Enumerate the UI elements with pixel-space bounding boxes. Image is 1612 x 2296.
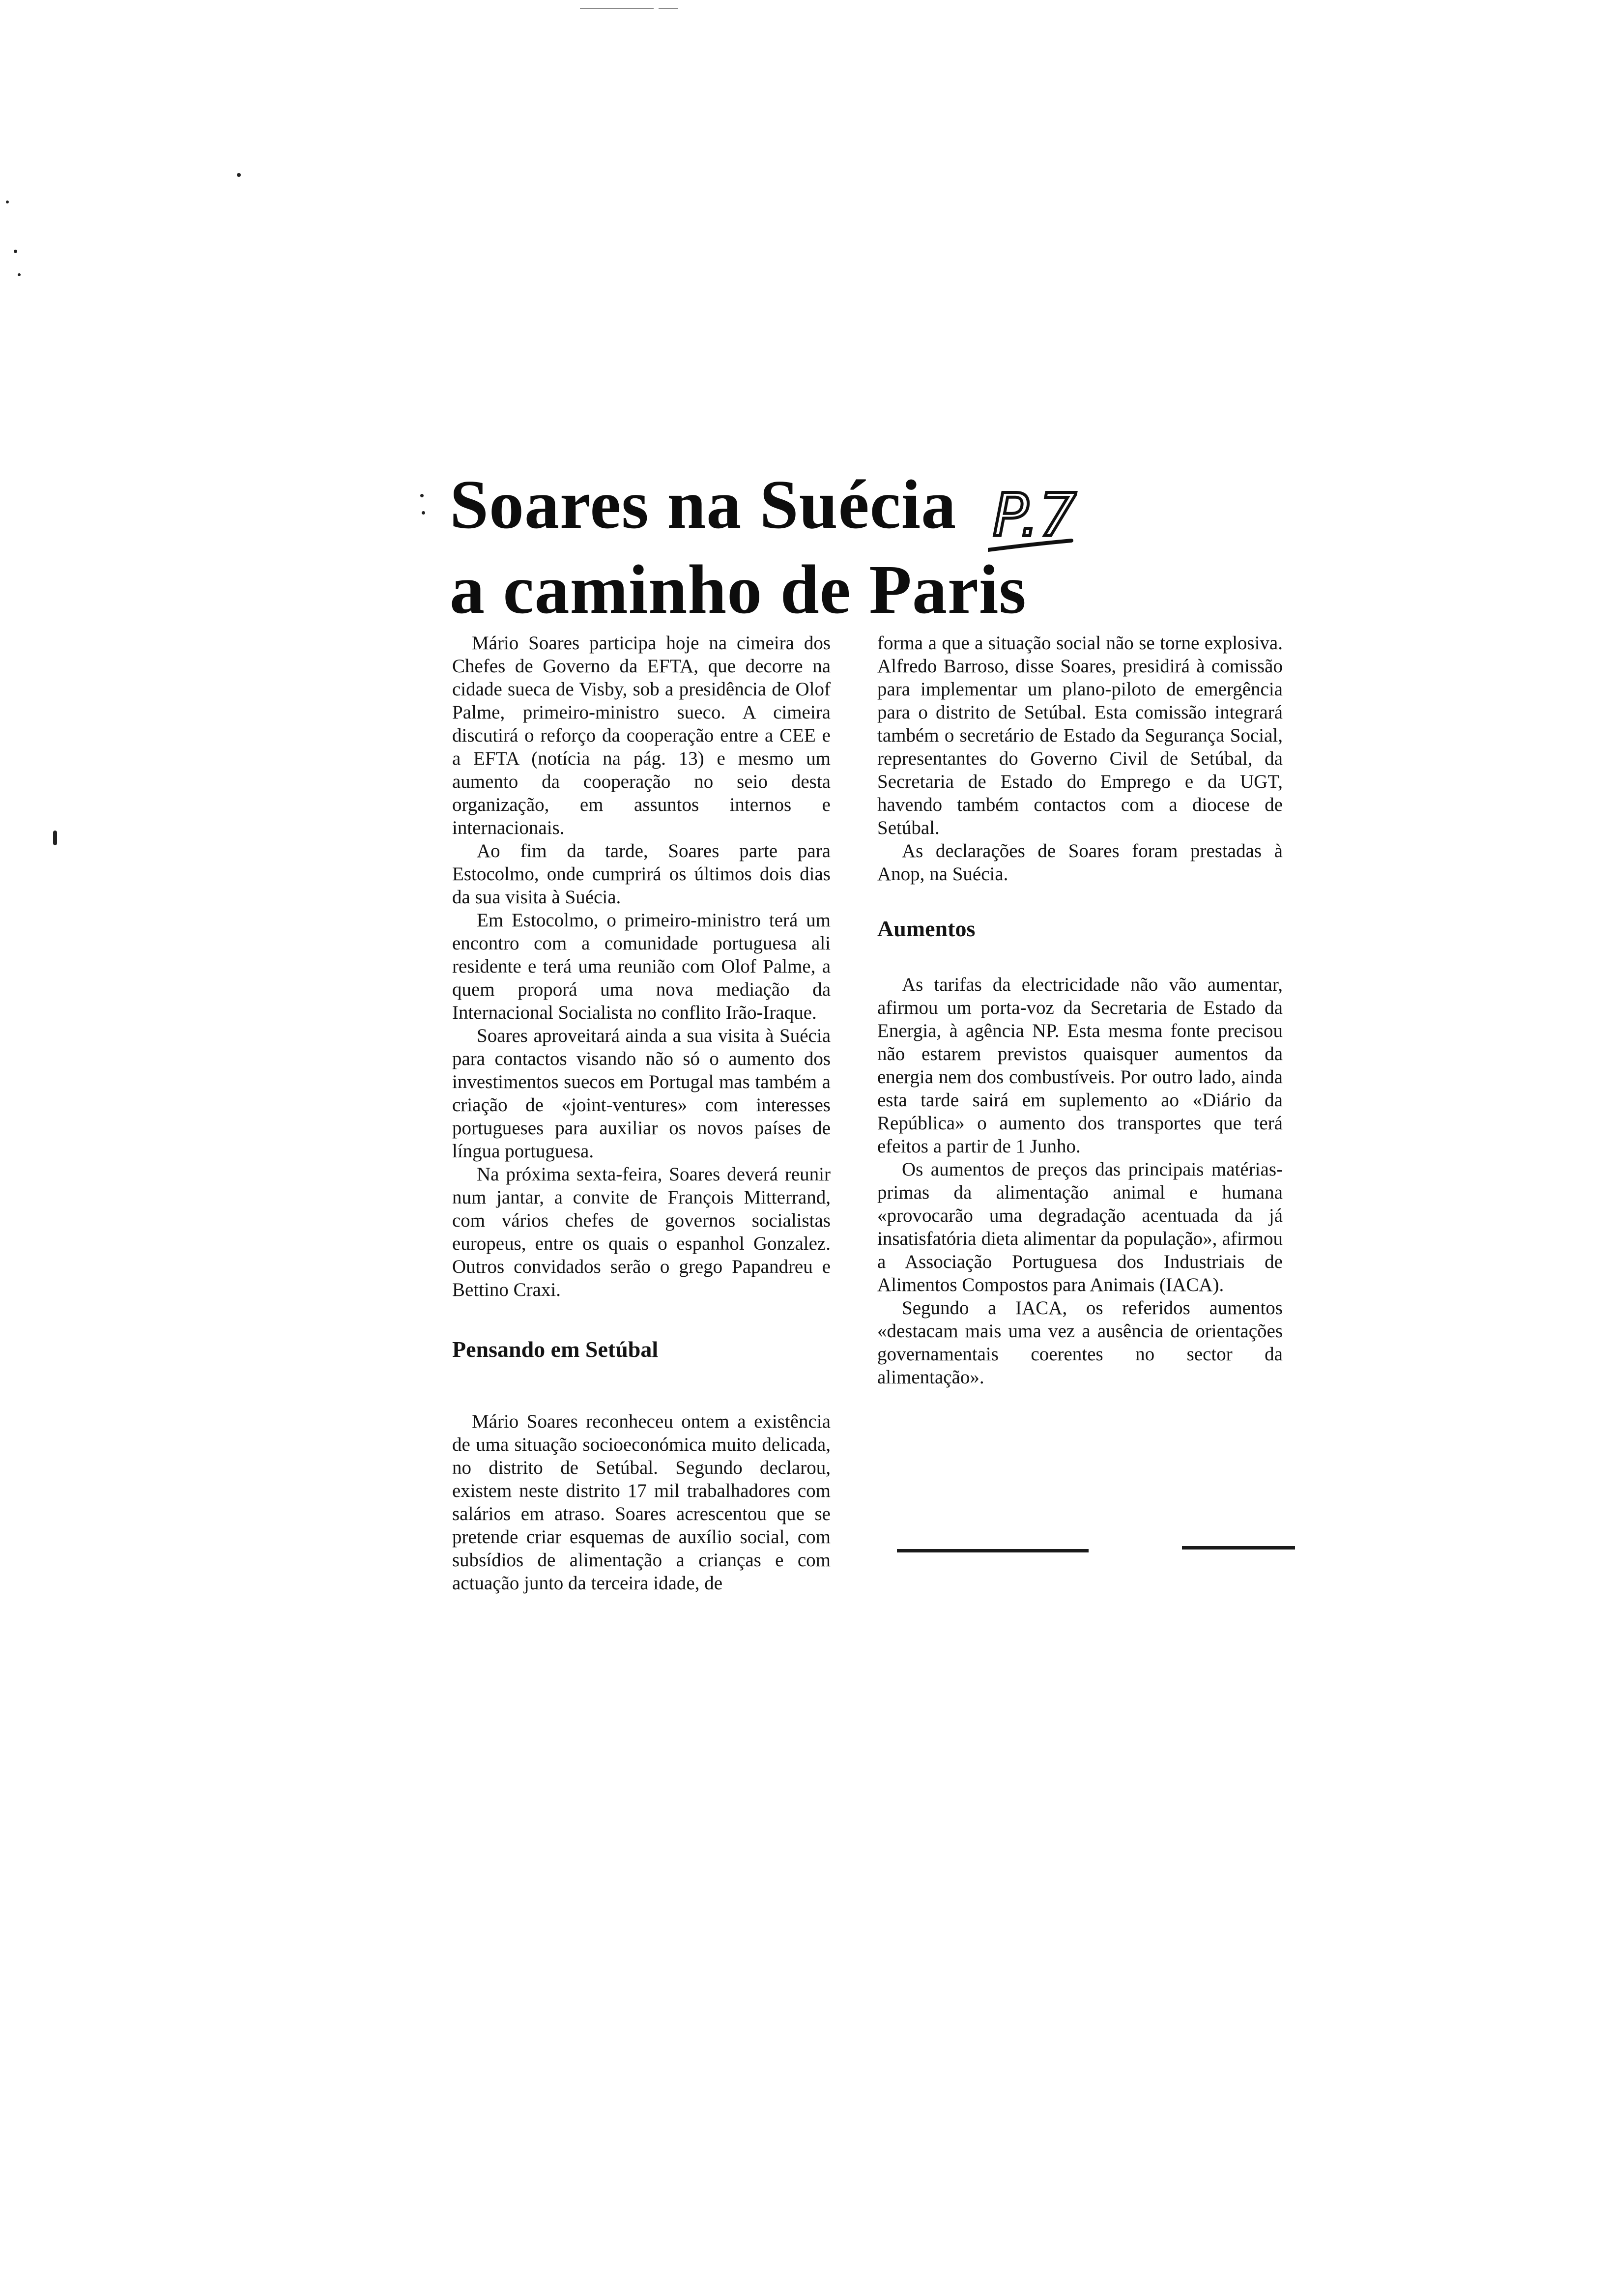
scan-edge-line: [659, 8, 678, 9]
scan-speck: [14, 250, 17, 253]
paragraph: Mário Soares reconheceu ontem a existência de uma situação socioeconómica muito delicada, no distrito de Setúbal. Segundo declarou, existem neste distrito 17 mil trabalhadores com salários em atraso. Soares acrescentou que se pretende criar esquemas de auxílio social, com subsídios de alimentação a crianças e com actuação junto da terceira idade, de: [452, 1411, 831, 1594]
end-rule: [1182, 1546, 1295, 1550]
headline-line-2: a caminho de Paris: [450, 550, 1027, 628]
subheading-aumentos: Aumentos: [877, 916, 976, 941]
paragraph: Mário Soares participa hoje na cimeira dos Chefes de Governo da EFTA, que decorre na cidade sueca de Visby, sob a presidência de Olof Palme, primeiro-ministro sueco. A cimeira discutirá o reforço da cooperação entre a CEE e a EFTA (notícia na pág. 13) e mesmo um aumento da cooperação no seio desta organização, em assuntos internos e internacionais.: [452, 632, 831, 838]
scan-edge-line: [580, 8, 654, 9]
paragraph: Segundo a IACA, os referidos aumentos «destacam mais uma vez a ausência de orientações governamentais coerentes no sector da alimentação».: [877, 1297, 1283, 1388]
scan-speck: [422, 511, 425, 515]
scan-speck: [420, 494, 424, 497]
article-column-left: [452, 631, 831, 1595]
paragraph: Soares aproveitará ainda a sua visita à Suécia para contactos visando não só o aumento dos investimentos suecos em Portugal mas também a criação de «joint-ventures» com interesses portugueses para auxiliar os novos países de língua portuguesa.: [452, 1025, 831, 1162]
paragraph: Na próxima sexta-feira, Soares deverá reunir num jantar, a convite de François Mitterrand, com vários chefes de governos socialistas europeus, entre os quais o espanhol Gonzalez. Outros convidados serão o grego Papandreu e Bettino Craxi.: [452, 1164, 831, 1300]
article-column-right: [877, 631, 1283, 1389]
subheading-pensando-em-setubal: Pensando em Setúbal: [452, 1337, 659, 1362]
scan-speck: [6, 201, 9, 203]
headline-line-1: Soares na Suécia: [450, 465, 957, 543]
paragraph: Em Estocolmo, o primeiro-ministro terá um encontro com a comunidade portuguesa ali residente e terá uma reunião com Olof Palme, a quem proporá uma nova mediação da Internacional Socialista no conflito Irão-Iraque.: [452, 910, 831, 1023]
paragraph: As tarifas da electricidade não vão aumentar, afirmou um porta-voz da Secretaria de Estado da Energia, à agência NP. Esta mesma fonte precisou não estarem previstos quaisquer aumentos da energia nem dos combustíveis. Por outro lado, ainda esta tarde sairá em suplemento ao «Diário da República» o aumento dos transportes que terá efeitos a partir de 1 Junho.: [877, 974, 1283, 1157]
paragraph: forma a que a situação social não se torne explosiva. Alfredo Barroso, disse Soares, presidirá à comissão para implementar um plano-piloto de emergência para o distrito de Setúbal. Esta comissão integrará também o secretário de Estado da Segurança Social, representantes do Governo Civil de Setúbal, da Secretaria de Estado do Emprego e da UGT, havendo também contactos com a diocese de Setúbal.: [877, 632, 1283, 838]
end-rule: [897, 1549, 1089, 1552]
annotation-text: P.7: [993, 482, 1077, 550]
scan-speck: [53, 831, 57, 845]
scan-speck: [18, 273, 21, 276]
paragraph: Ao fim da tarde, Soares parte para Estocolmo, onde cumprirá os últimos dois dias da sua visita à Suécia.: [452, 840, 831, 908]
handwritten-annotation-icon: [988, 472, 1184, 570]
paragraph: As declarações de Soares foram prestadas à Anop, na Suécia.: [877, 840, 1283, 885]
scan-speck: [237, 173, 241, 177]
paragraph: Os aumentos de preços das principais matérias-primas da alimentação animal e humana «provocarão uma degradação acentuada da já insatisfatória dieta alimentar da população», afirmou a Associação Portuguesa dos Industriais de Alimentos Compostos para Animais (IACA).: [877, 1159, 1283, 1295]
